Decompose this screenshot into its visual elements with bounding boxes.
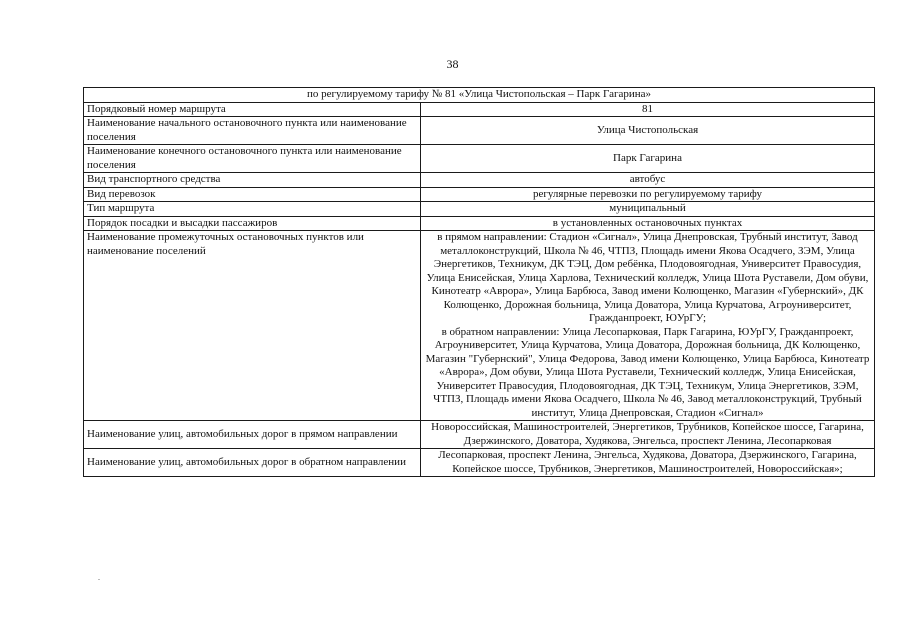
row-value-start-stop: Улица Чистопольская	[421, 117, 875, 145]
row-label-route-type: Тип маршрута	[84, 202, 421, 217]
row-value-route-type: муниципальный	[421, 202, 875, 217]
table-row	[84, 102, 875, 117]
row-value-end-stop: Парк Гагарина	[421, 145, 875, 173]
route-table	[83, 87, 875, 477]
row-value-streets-forward: Новороссийская, Машиностроителей, Энергетиков, Трубников, Копейское шоссе, Гагарина, Дзержинского, Доватора, Худякова, Энгельса, проспект Ленина, Лесопарковая	[421, 421, 875, 449]
scan-speck	[98, 579, 100, 580]
table-row	[84, 216, 875, 231]
row-label-end-stop: Наименование конечного остановочного пункта или наименование поселения	[84, 145, 421, 173]
table-title-row	[84, 88, 875, 103]
row-label-boarding-order: Порядок посадки и высадки пассажиров	[84, 216, 421, 231]
row-label-intermediate-stops: Наименование промежуточных остановочных пунктов или наименование поселений	[84, 231, 421, 421]
row-label-transport-kind: Вид перевозок	[84, 187, 421, 202]
page-number: 38	[446, 57, 459, 71]
stops-backward-direction: в обратном направлении: Улица Лесопарковая, Парк Гагарина, ЮУрГУ, Гражданпроект, Агроуниверситет, Улица Курчатова, Улица Доватора, Дорожная больница, ДК Колющенко, Магазин "Губернский", Улица Федорова, Завод имени Колющенко, Улица Барбюса, Кинотеатр «Аврора», Дом обуви, Улица Шота Руставели, Технический колледж, Улица Енисейская, Университет Правосудия, Плодовоягодная, ДК ТЭЦ, Техникум, Улица Энергетиков, ЗЭМ, ЧТПЗ, Площадь имени Якова Осадчего, Школа № 46, Завод металлоконструкций, Трубный институт, Улица Днепровская, Стадион «Сигнал»	[425, 325, 870, 419]
row-label-streets-backward: Наименование улиц, автомобильных дорог в обратном направлении	[84, 449, 421, 477]
table-row	[84, 421, 875, 449]
table-row	[84, 117, 875, 145]
row-value-intermediate-stops	[421, 231, 875, 421]
table-title: по регулируемому тарифу № 81 «Улица Чистопольская – Парк Гагарина»	[84, 88, 875, 103]
stops-forward-direction: в прямом направлении: Стадион «Сигнал», Улица Днепровская, Трубный институт, Завод металлоконструкций, Школа № 46, ЧТПЗ, Площадь имени Якова Осадчего, ЗЭМ, Улица Энергетиков, Техникум, ДК ТЭЦ, Дом ребёнка, Плодовоягодная, Университет Правосудия, Улица Енисейская, Улица Харлова, Технический колледж, Улица Шота Руставели, Дом обуви, Кинотеатр «Аврора», Улица Барбюса, Завод имени Колющенко, Магазин «Губернский», ДК Колющенко, Дорожная больница, Улица Доватора, Улица Курчатова, Агроуниверситет, Гражданпроект, ЮУрГУ;	[426, 231, 869, 324]
table-row	[84, 449, 875, 477]
row-value-transport-kind: регулярные перевозки по регулируемому тарифу	[421, 187, 875, 202]
table-row	[84, 173, 875, 188]
table-row	[84, 187, 875, 202]
row-label-start-stop: Наименование начального остановочного пункта или наименование поселения	[84, 117, 421, 145]
row-value-vehicle-type: автобус	[421, 173, 875, 188]
table-row	[84, 145, 875, 173]
row-label-streets-forward: Наименование улиц, автомобильных дорог в прямом направлении	[84, 421, 421, 449]
table-row	[84, 231, 875, 421]
row-value-boarding-order: в установленных остановочных пунктах	[421, 216, 875, 231]
table-row	[84, 202, 875, 217]
row-value-streets-backward: Лесопарковая, проспект Ленина, Энгельса, Худякова, Доватора, Дзержинского, Гагарина, Копейское шоссе, Трубников, Энергетиков, Машиностроителей, Новороссийская»;	[421, 449, 875, 477]
row-label-route-number: Порядковый номер маршрута	[84, 102, 421, 117]
row-value-route-number: 81	[421, 102, 875, 117]
row-label-vehicle-type: Вид транспортного средства	[84, 173, 421, 188]
